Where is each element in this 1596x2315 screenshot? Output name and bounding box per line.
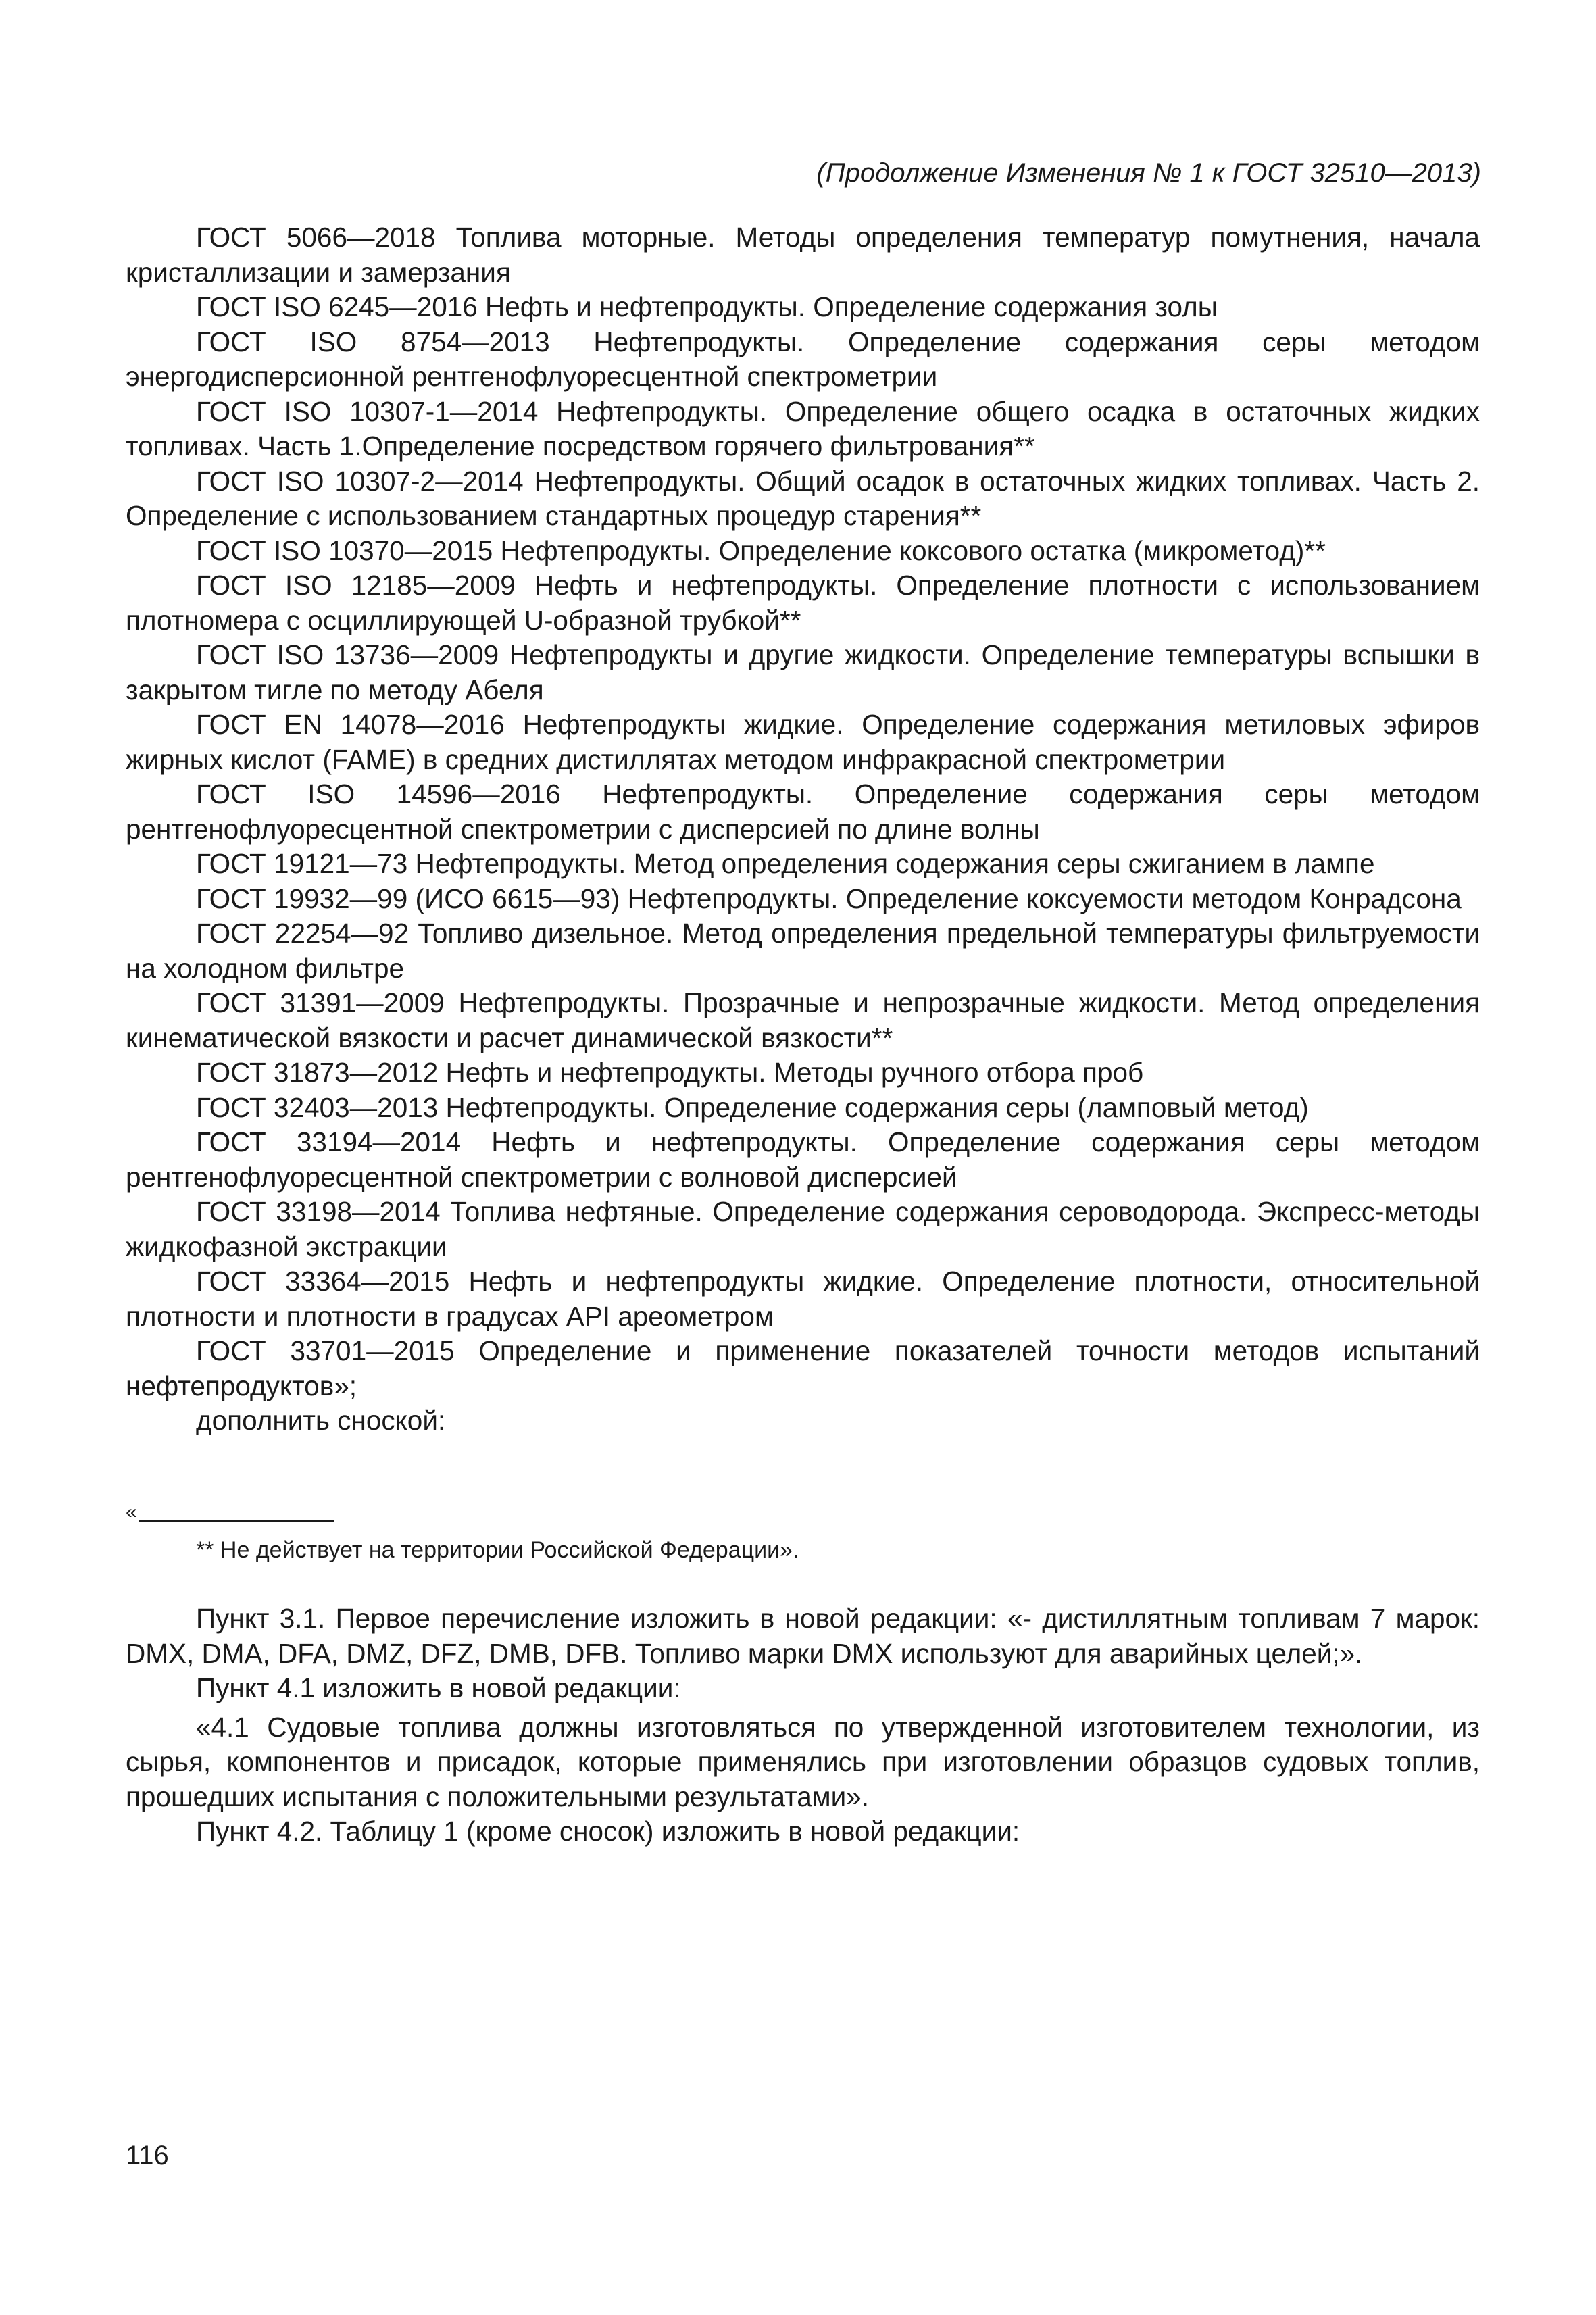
standard-entry: ГОСТ ISO 10370—2015 Нефтепродукты. Определение коксового остатка (микрометод)** <box>196 534 1326 566</box>
standard-entry: ГОСТ 19121—73 Нефтепродукты. Метод определения содержания серы сжиганием в лампе <box>196 848 1375 879</box>
standard-entry: ГОСТ ISO 13736—2009 Нефтепродукты и другие жидкости. Определение температуры вспышки в закрытом тигле по методу Абеля <box>126 639 1480 705</box>
footnote-text: ** Не действует на территории Российской Федерации». <box>196 1537 799 1563</box>
standard-entry: ГОСТ 22254—92 Топливо дизельное. Метод определения предельной температуры фильтруемости на холодном фильтре <box>126 918 1480 984</box>
standard-entry: ГОСТ 33364—2015 Нефть и нефтепродукты жидкие. Определение плотности, относительной плотности и плотности в градусах API ареометром <box>126 1266 1480 1332</box>
standard-entry: ГОСТ 32403—2013 Нефтепродукты. Определение содержания серы (ламповый метод) <box>196 1091 1309 1123</box>
amendment-3-1: Пункт 3.1. Первое перечисление изложить в новой редакции: «- дистиллятным топливам 7 марок: DMX, DMA, DFA, DMZ, DFZ, DMB, DFB. Топливо марки DMX используют для аварийных целей;». <box>126 1603 1480 1669</box>
standard-entry: ГОСТ 19932—99 (ИСО 6615—93) Нефтепродукты. Определение коксуемости методом Конрадсона <box>196 882 1462 914</box>
standard-entry: ГОСТ 33194—2014 Нефть и нефтепродукты. Определение содержания серы методом рентгенофлуоресцентной спектрометрии с волновой дисперсией <box>126 1126 1480 1193</box>
standard-entry: ГОСТ 31873—2012 Нефть и нефтепродукты. Методы ручного отбора проб <box>196 1057 1144 1088</box>
standard-entry: ГОСТ ISO 6245—2016 Нефть и нефтепродукты. Определение содержания золы <box>196 291 1218 322</box>
add-footnote-instruction: дополнить сноской: <box>196 1405 446 1436</box>
standard-entry: ГОСТ ISO 10307-2—2014 Нефтепродукты. Общий осадок в остаточных жидких топливах. Часть 2. Определение с использованием стандартных процедур старения** <box>126 465 1480 531</box>
standard-entry: ГОСТ ISO 14596—2016 Нефтепродукты. Определение содержания серы методом рентгенофлуоресцентной спектрометрии с дисперсией по длине волны <box>126 778 1480 845</box>
standard-entry: ГОСТ EN 14078—2016 Нефтепродукты жидкие. Определение содержания метиловых эфиров жирных кислот (FAME) в средних дистиллятах методом инфракрасной спектрометрии <box>126 709 1480 775</box>
standard-entry: ГОСТ 5066—2018 Топлива моторные. Методы определения температур помутнения, начала кристаллизации и замерзания <box>126 222 1480 288</box>
footnote <box>126 1499 1480 1565</box>
standard-entry: ГОСТ 33198—2014 Топлива нефтяные. Определение содержания сероводорода. Экспресс-методы жидкофазной экстракции <box>126 1196 1480 1262</box>
standard-entry: ГОСТ ISO 10307-1—2014 Нефтепродукты. Определение общего осадка в остаточных жидких топливах. Часть 1.Определение посредством горячего фильтрования** <box>126 395 1480 462</box>
standard-entry: ГОСТ 31391—2009 Нефтепродукты. Прозрачные и непрозрачные жидкости. Метод определения кинематической вязкости и расчет динамической вязкости** <box>126 987 1480 1053</box>
page-number: 116 <box>126 2141 169 2170</box>
continuation-header: (Продолжение Изменения № 1 к ГОСТ 32510—2013) <box>816 158 1481 188</box>
amendment-4-2: Пункт 4.2. Таблицу 1 (кроме сносок) изложить в новой редакции: <box>196 1816 1020 1847</box>
amendments-section <box>126 1601 1480 1849</box>
standard-entry: ГОСТ ISO 8754—2013 Нефтепродукты. Определение содержания серы методом энергодисперсионной рентгенофлуоресцентной спектрометрии <box>126 326 1480 392</box>
standard-entry: ГОСТ 33701—2015 Определение и применение показателей точности методов испытаний нефтепродуктов»; <box>126 1335 1480 1401</box>
footnote-open-quote: « <box>126 1501 137 1523</box>
standards-list <box>126 220 1480 1439</box>
footnote-rule <box>139 1520 334 1522</box>
amendment-4-1-text: «4.1 Судовые топлива должны изготовляться по утвержденной изготовителем технологии, из сырья, компонентов и присадок, которые применялись при изготовлении образцов судовых топлив, прошедших испытания с положительными результатами». <box>126 1711 1480 1812</box>
amendment-4-1-intro: Пункт 4.1 изложить в новой редакции: <box>196 1672 681 1703</box>
footnote-separator <box>126 1499 1480 1526</box>
standard-entry: ГОСТ ISO 12185—2009 Нефть и нефтепродукты. Определение плотности с использованием плотномера с осциллирующей U-образной трубкой** <box>126 570 1480 636</box>
